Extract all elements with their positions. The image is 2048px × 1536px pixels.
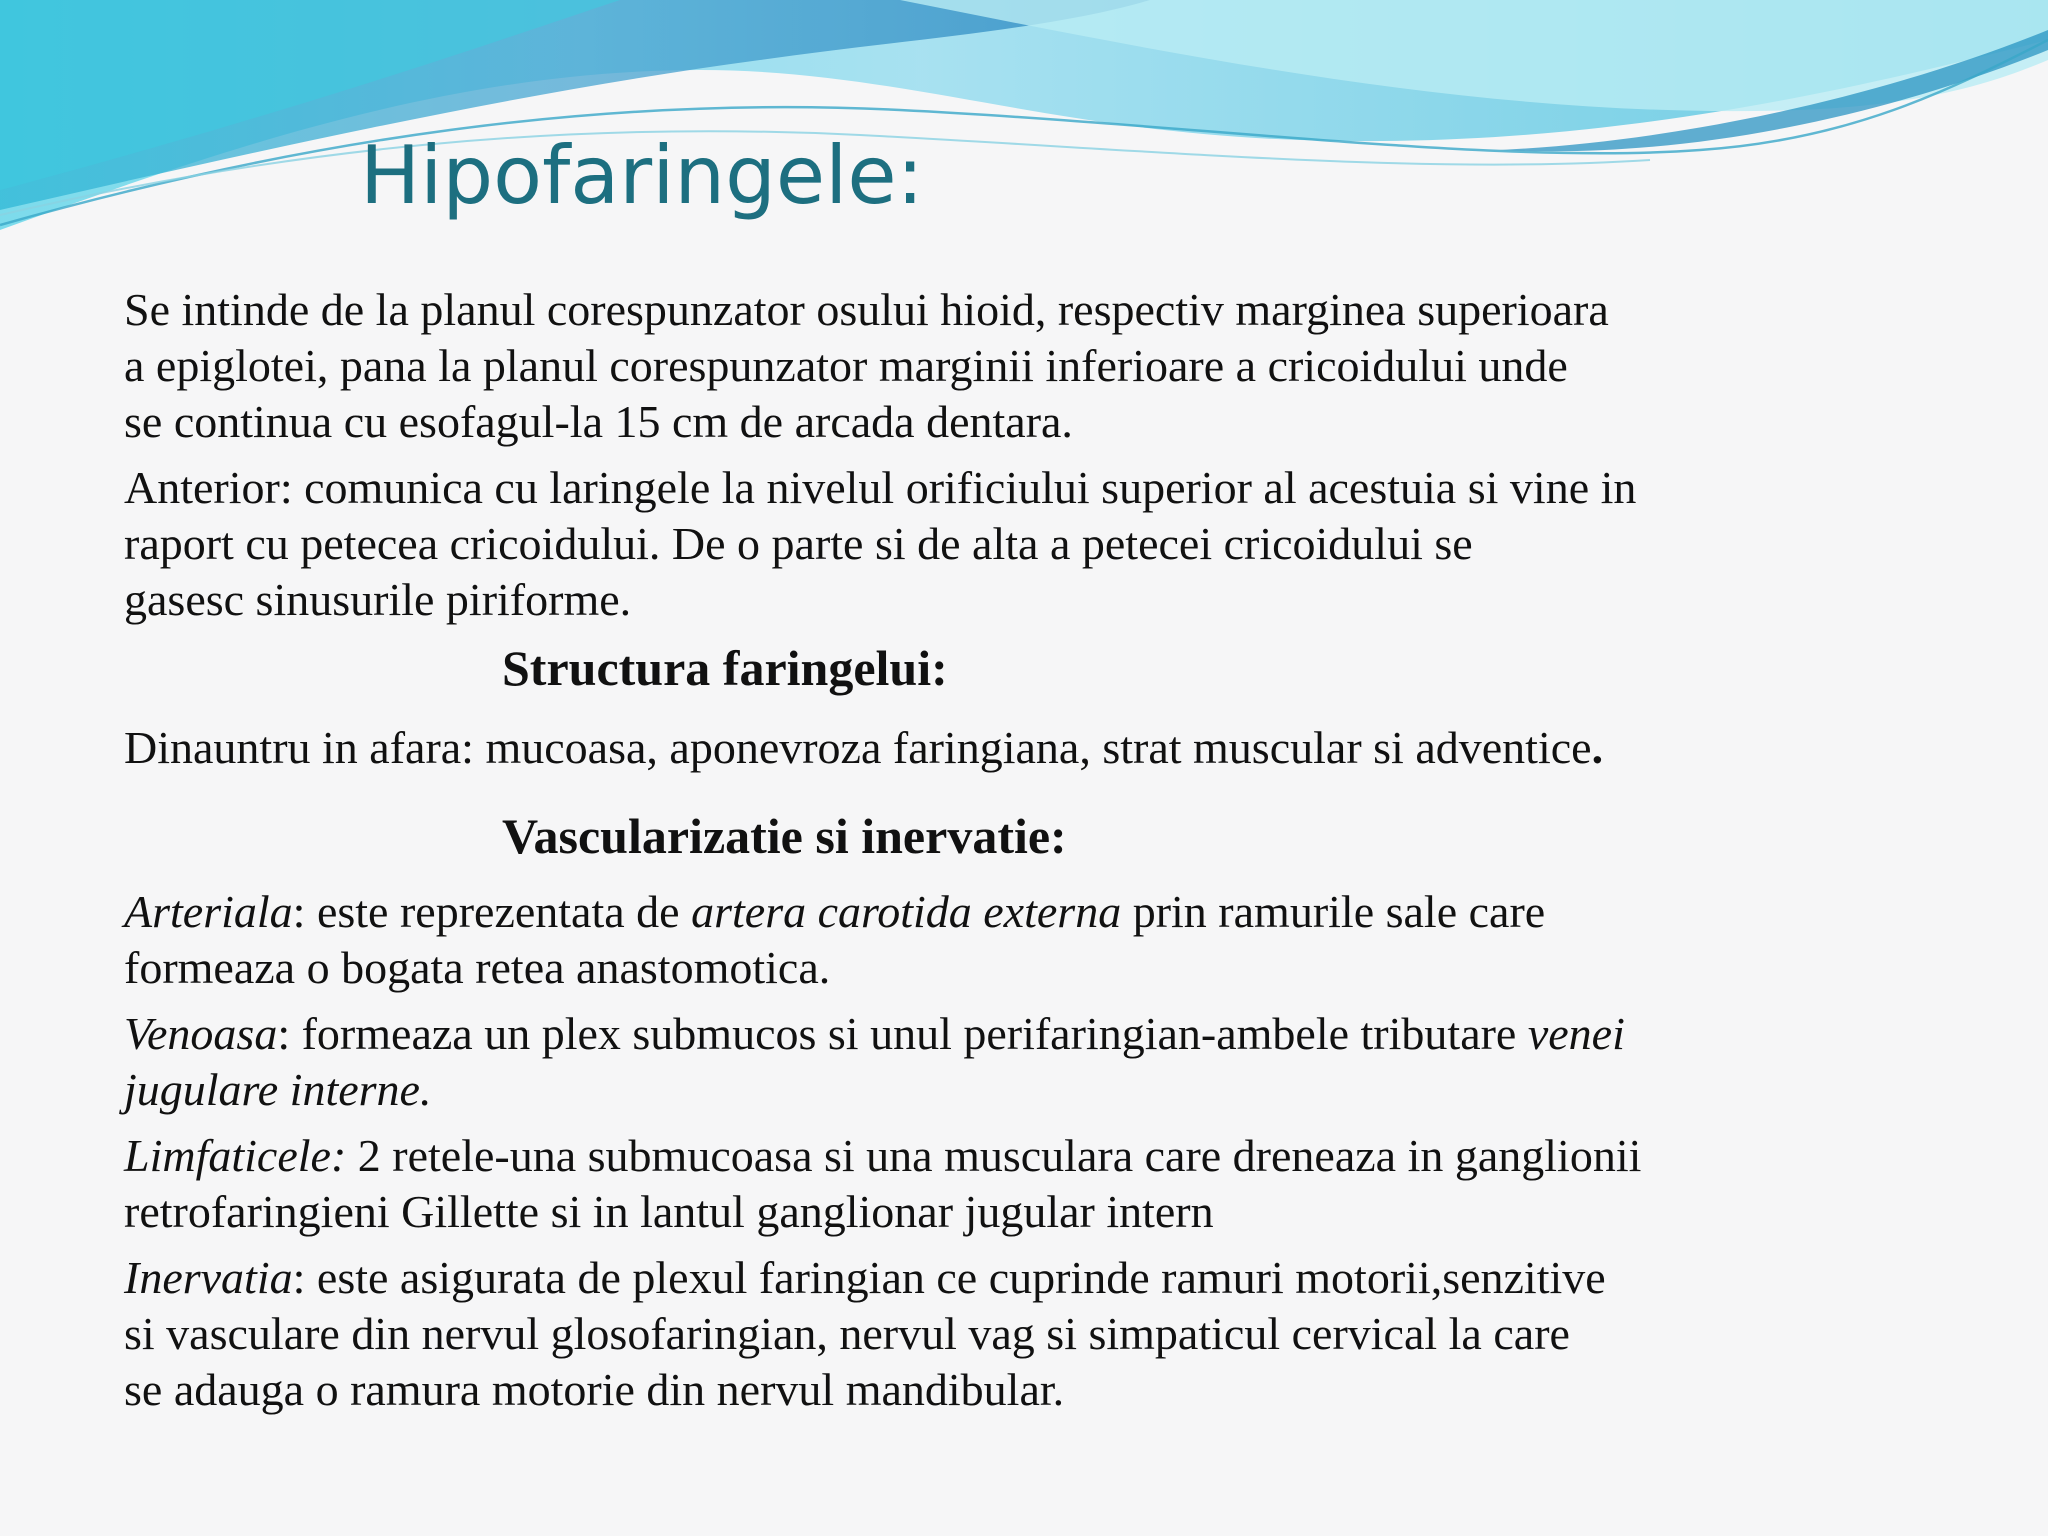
paragraph-structure — [124, 720, 2024, 776]
text-line — [124, 1062, 2024, 1118]
text-line: se adauga o ramura motorie din nervul mandibular. — [124, 1364, 1065, 1415]
text-line — [124, 720, 2024, 776]
text-span: prin ramurile sale care — [1121, 886, 1546, 937]
paragraph-lymphatic — [124, 1128, 2024, 1240]
text-line: raport cu petecea cricoidului. De o parte si de alta a petecei cricoidului se — [124, 518, 1473, 569]
term-external-carotid: artera carotida externa — [691, 886, 1122, 937]
term-vein: venei — [1527, 1008, 1625, 1059]
text-line: se continua cu esofagul-la 15 cm de arcada dentara. — [124, 396, 1073, 447]
text-line — [124, 1128, 2024, 1184]
text-span: 2 retele-una submucoasa si una musculara care dreneaza in ganglionii — [346, 1130, 1642, 1181]
slide-title: Hipofaringele: — [360, 129, 924, 222]
structure-period: . — [1591, 722, 1604, 773]
heading-vascularization: Vascularizatie si inervatie: — [502, 808, 1067, 864]
paragraph-anterior — [124, 460, 2024, 628]
structure-text: Dinauntru in afara: mucoasa, aponevroza faringiana, strat muscular si adventice — [124, 722, 1592, 773]
text-line: a epiglotei, pana la planul corespunzator marginii inferioare a cricoidului unde — [124, 340, 1568, 391]
slide-body — [124, 282, 2024, 1428]
text-line: gasesc sinusurile piriforme. — [124, 574, 632, 625]
term-venous: Venoasa — [124, 1008, 278, 1059]
text-span: : este asigurata de plexul faringian ce cuprinde ramuri motorii,senzitive — [292, 1252, 1606, 1303]
paragraph-venous — [124, 1006, 2024, 1118]
text-line — [124, 1250, 2024, 1306]
text-line — [124, 1006, 2024, 1062]
text-line — [124, 884, 2024, 940]
paragraph-arterial — [124, 884, 2024, 996]
term-lymphatic: Limfaticele: — [124, 1130, 347, 1181]
heading-structure: Structura faringelui: — [502, 640, 948, 696]
term-innervation: Inervatia — [124, 1252, 293, 1303]
text-line: si vasculare din nervul glosofaringian, nervul vag si simpaticul cervical la care — [124, 1308, 1570, 1359]
term-internal-jugular: jugulare interne. — [124, 1064, 432, 1115]
text-line: Anterior: comunica cu laringele la nivelul orificiului superior al acestuia si vine in — [124, 462, 1637, 513]
text-span: : este reprezentata de — [292, 886, 692, 937]
decorative-wave-banner — [0, 0, 2048, 240]
text-line: Se intinde de la planul corespunzator osului hioid, respectiv marginea superioara — [124, 284, 1609, 335]
text-line: formeaza o bogata retea anastomotica. — [124, 942, 831, 993]
term-arterial: Arteriala — [124, 886, 293, 937]
paragraph-innervation — [124, 1250, 2024, 1418]
text-line: retrofaringieni Gillette si in lantul ganglionar jugular intern — [124, 1186, 1214, 1237]
paragraph-extent — [124, 282, 2024, 450]
text-span: : formeaza un plex submucos si unul perifaringian-ambele tributare — [277, 1008, 1528, 1059]
